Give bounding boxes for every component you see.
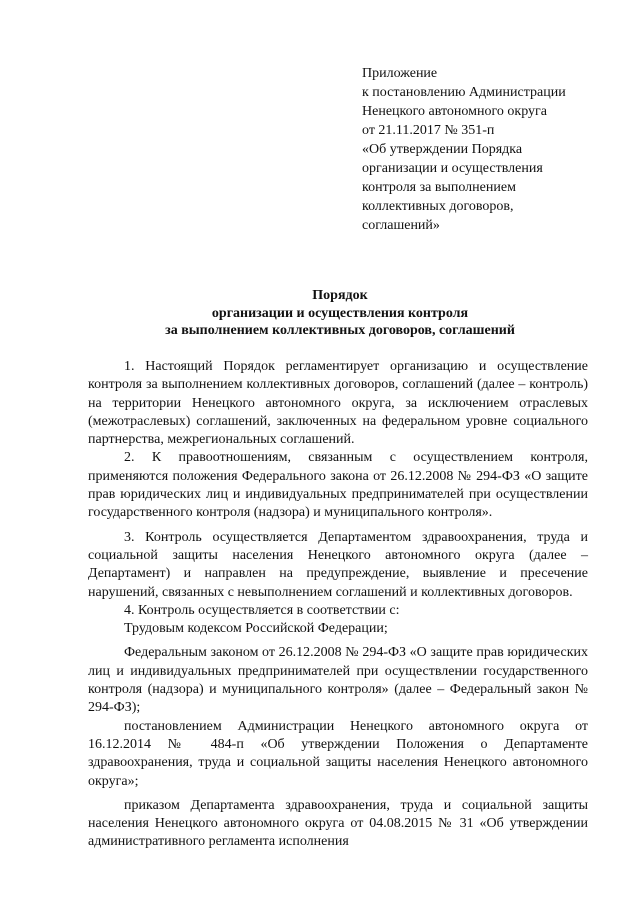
title-line: организации и осуществления контроля [211, 305, 469, 321]
paragraph-2: 2. К правоотношениям, связанным с осуществлением контроля, применяются положения Федерального закона от 26.12.2008 № 294-ФЗ «О защите прав юридических лиц и индивидуальных предпринимателей при осуществлении государственного контроля (надзора) и муниципального контроля». [88, 450, 588, 521]
list-item-federal-law: Федеральным законом от 26.12.2008 № 294-ФЗ «О защите прав юридических лиц и индивидуальных предпринимателей при осуществлении государственного контроля (надзора) и муниципального контроля» (далее – Федеральный закон № 294-ФЗ); [88, 645, 588, 716]
title-line: за выполнением коллективных договоров, соглашений [165, 323, 515, 338]
appendix-line: Приложение [362, 66, 438, 81]
appendix-line: соглашений» [362, 218, 440, 233]
list-item-order: приказом Департамента здравоохранения, труда и социальной защиты населения Ненецкого автономного округа от 04.08.2015 № 31 «Об утверждении административного регламента исполнения [88, 797, 588, 850]
paragraph-4: 4. Контроль осуществляется в соответствии с: [124, 602, 400, 618]
appendix-line: Ненецкого автономного округа [362, 104, 547, 119]
appendix-line: контроля за выполнением [362, 180, 516, 195]
list-item-labor-code: Трудовым кодексом Российской Федерации; [124, 621, 388, 637]
paragraph-1: 1. Настоящий Порядок регламентирует организацию и осуществление контроля за выполнением коллективных договоров, соглашений (далее – контроль) на территории Ненецкого автономного округа, за исключением отраслевых (межотраслевых) соглашений, заключенных на федеральном уровне социального партнерства, межрегиональных соглашений. [88, 359, 588, 448]
appendix-line: коллективных договоров, [362, 199, 514, 214]
appendix-line: «Об утверждении Порядка [362, 142, 523, 157]
appendix-header [362, 64, 612, 235]
title-line: Порядок [312, 288, 368, 303]
appendix-line: к постановлению Администрации [362, 85, 566, 100]
document-body [88, 358, 588, 852]
list-item-resolution: постановлением Администрации Ненецкого автономного округа от 16.12.2014 № 484-п «Об утверждении Положения о Департаменте здравоохранения, труда и социальной защиты населения Ненецкого автономного округа»; [88, 718, 588, 789]
appendix-line: от 21.11.2017 № 351-п [362, 123, 495, 138]
appendix-line: организации и осуществления [362, 161, 543, 176]
paragraph-3: 3. Контроль осуществляется Департаментом здравоохранения, труда и социальной защиты населения Ненецкого автономного округа (далее – Департамент) и направлен на предупреждение, выявление и пресечение нарушений, связанных с невыполнением соглашений и коллективных договоров. [88, 529, 588, 600]
document-title [60, 287, 620, 340]
